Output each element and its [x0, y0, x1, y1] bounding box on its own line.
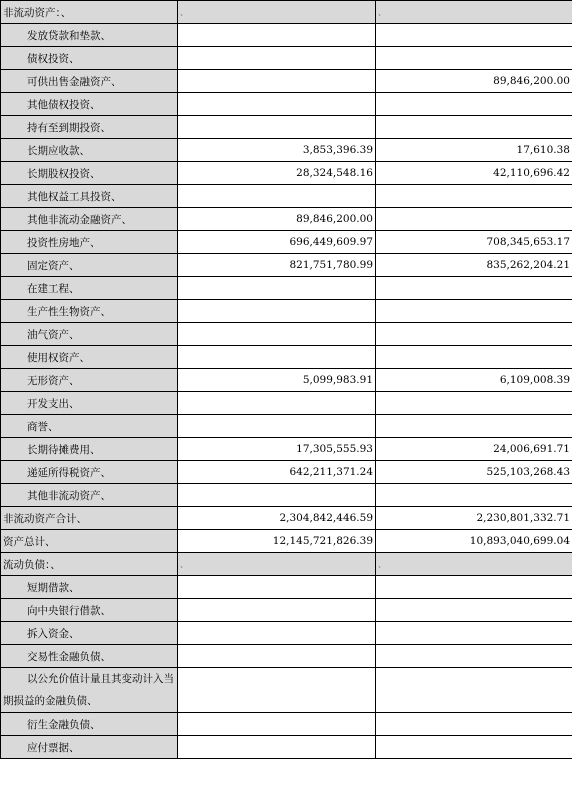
row-label: 非流动资产合计、: [1, 507, 178, 530]
row-label: 开发支出、: [1, 392, 178, 415]
table-row: [1, 139, 572, 162]
table-row: [1, 300, 572, 323]
row-label: [1, 668, 178, 713]
previous-period-value: [376, 392, 572, 415]
table-row: [1, 231, 572, 254]
current-period-value: 821,751,780.99: [178, 254, 376, 277]
row-label: 其他债权投资、: [1, 93, 178, 116]
previous-period-value: [376, 713, 572, 736]
row-label: 长期应收款、: [1, 139, 178, 162]
row-label: 短期借款、: [1, 576, 178, 599]
current-period-value: [178, 599, 376, 622]
row-label: 应付票据、: [1, 736, 178, 759]
table-row: [1, 47, 572, 70]
row-label: 交易性金融负债、: [1, 645, 178, 668]
table-row: [1, 346, 572, 369]
table-row: [1, 162, 572, 185]
current-period-value: 、: [178, 553, 376, 576]
current-period-value: 642,211,371.24: [178, 461, 376, 484]
current-period-value: [178, 484, 376, 507]
table-row: [1, 461, 572, 484]
row-label: 拆入资金、: [1, 622, 178, 645]
previous-period-value: 89,846,200.00: [376, 70, 572, 93]
previous-period-value: [376, 24, 572, 47]
previous-period-value: [376, 736, 572, 759]
previous-period-value: [376, 323, 572, 346]
table-row: [1, 93, 572, 116]
table-row: [1, 736, 572, 759]
row-label: 债权投资、: [1, 47, 178, 70]
table-row: [1, 415, 572, 438]
row-label: 其他非流动金融资产、: [1, 208, 178, 231]
row-label: 在建工程、: [1, 277, 178, 300]
row-label: 流动负债：、: [1, 553, 178, 576]
current-period-value: 89,846,200.00: [178, 208, 376, 231]
previous-period-value: [376, 576, 572, 599]
table-row: [1, 645, 572, 668]
table-row: [1, 24, 572, 47]
table-row: [1, 254, 572, 277]
table-row: [1, 622, 572, 645]
row-label: 商誉、: [1, 415, 178, 438]
previous-period-value: [376, 277, 572, 300]
current-period-value: [178, 47, 376, 70]
table-row: [1, 599, 572, 622]
table-row: [1, 576, 572, 599]
table-row: [1, 484, 572, 507]
row-label: 持有至到期投资、: [1, 116, 178, 139]
previous-period-value: [376, 93, 572, 116]
previous-period-value: [376, 47, 572, 70]
row-label-line-1: 以公允价值计量且其变动计入当: [27, 673, 174, 685]
row-label: 其他非流动资产、: [1, 484, 178, 507]
previous-period-value: 6,109,008.39: [376, 369, 572, 392]
current-period-value: 5,099,983.91: [178, 369, 376, 392]
current-period-value: [178, 300, 376, 323]
table-row: [1, 507, 572, 530]
table-row: [1, 277, 572, 300]
row-label: 资产总计、: [1, 530, 178, 553]
previous-period-value: [376, 668, 572, 713]
row-label: 油气资产、: [1, 323, 178, 346]
row-label: 递延所得税资产、: [1, 461, 178, 484]
current-period-value: [178, 713, 376, 736]
row-label: 向中央银行借款、: [1, 599, 178, 622]
current-period-value: [178, 576, 376, 599]
table-row: [1, 208, 572, 231]
row-label: 使用权资产、: [1, 346, 178, 369]
table-row: [1, 713, 572, 736]
current-period-value: [178, 323, 376, 346]
current-period-value: [178, 346, 376, 369]
current-period-value: [178, 392, 376, 415]
current-period-value: 、: [178, 1, 376, 24]
current-period-value: [178, 116, 376, 139]
table-row: [1, 1, 572, 24]
current-period-value: [178, 277, 376, 300]
table-row: [1, 185, 572, 208]
previous-period-value: 17,610.38: [376, 139, 572, 162]
row-label: 可供出售金融资产、: [1, 70, 178, 93]
current-period-value: [178, 185, 376, 208]
previous-period-value: 、: [376, 553, 572, 576]
current-period-value: [178, 668, 376, 713]
row-label: 生产性生物资产、: [1, 300, 178, 323]
previous-period-value: 10,893,040,699.04: [376, 530, 572, 553]
row-label: 固定资产、: [1, 254, 178, 277]
previous-period-value: [376, 599, 572, 622]
current-period-value: [178, 70, 376, 93]
table-row: [1, 116, 572, 139]
current-period-value: [178, 24, 376, 47]
row-label-line-2: 期损益的金融负债、: [3, 695, 98, 707]
table-row: [1, 70, 572, 93]
table-row: [1, 668, 572, 713]
current-period-value: 2,304,842,446.59: [178, 507, 376, 530]
previous-period-value: [376, 622, 572, 645]
previous-period-value: [376, 484, 572, 507]
balance-sheet-body: [1, 1, 572, 759]
current-period-value: 696,449,609.97: [178, 231, 376, 254]
current-period-value: 17,305,555.93: [178, 438, 376, 461]
previous-period-value: 525,103,268.43: [376, 461, 572, 484]
table-row: [1, 369, 572, 392]
previous-period-value: 、: [376, 1, 572, 24]
current-period-value: [178, 736, 376, 759]
previous-period-value: 2,230,801,332.71: [376, 507, 572, 530]
row-label: 发放贷款和垫款、: [1, 24, 178, 47]
previous-period-value: [376, 415, 572, 438]
previous-period-value: 835,262,204.21: [376, 254, 572, 277]
previous-period-value: [376, 116, 572, 139]
row-label: 长期股权投资、: [1, 162, 178, 185]
current-period-value: 12,145,721,826.39: [178, 530, 376, 553]
previous-period-value: 708,345,653.17: [376, 231, 572, 254]
previous-period-value: [376, 208, 572, 231]
previous-period-value: [376, 645, 572, 668]
current-period-value: [178, 415, 376, 438]
row-label: 其他权益工具投资、: [1, 185, 178, 208]
table-row: [1, 323, 572, 346]
table-row: [1, 392, 572, 415]
current-period-value: 3,853,396.39: [178, 139, 376, 162]
current-period-value: [178, 645, 376, 668]
row-label: 无形资产、: [1, 369, 178, 392]
table-row: [1, 438, 572, 461]
current-period-value: [178, 622, 376, 645]
row-label: 长期待摊费用、: [1, 438, 178, 461]
previous-period-value: 24,006,691.71: [376, 438, 572, 461]
row-label: 衍生金融负债、: [1, 713, 178, 736]
row-label: 非流动资产：、: [1, 1, 178, 24]
previous-period-value: [376, 185, 572, 208]
previous-period-value: 42,110,696.42: [376, 162, 572, 185]
current-period-value: 28,324,548.16: [178, 162, 376, 185]
current-period-value: [178, 93, 376, 116]
table-row: [1, 553, 572, 576]
previous-period-value: [376, 300, 572, 323]
previous-period-value: [376, 346, 572, 369]
row-label: 投资性房地产、: [1, 231, 178, 254]
table-row: [1, 530, 572, 553]
